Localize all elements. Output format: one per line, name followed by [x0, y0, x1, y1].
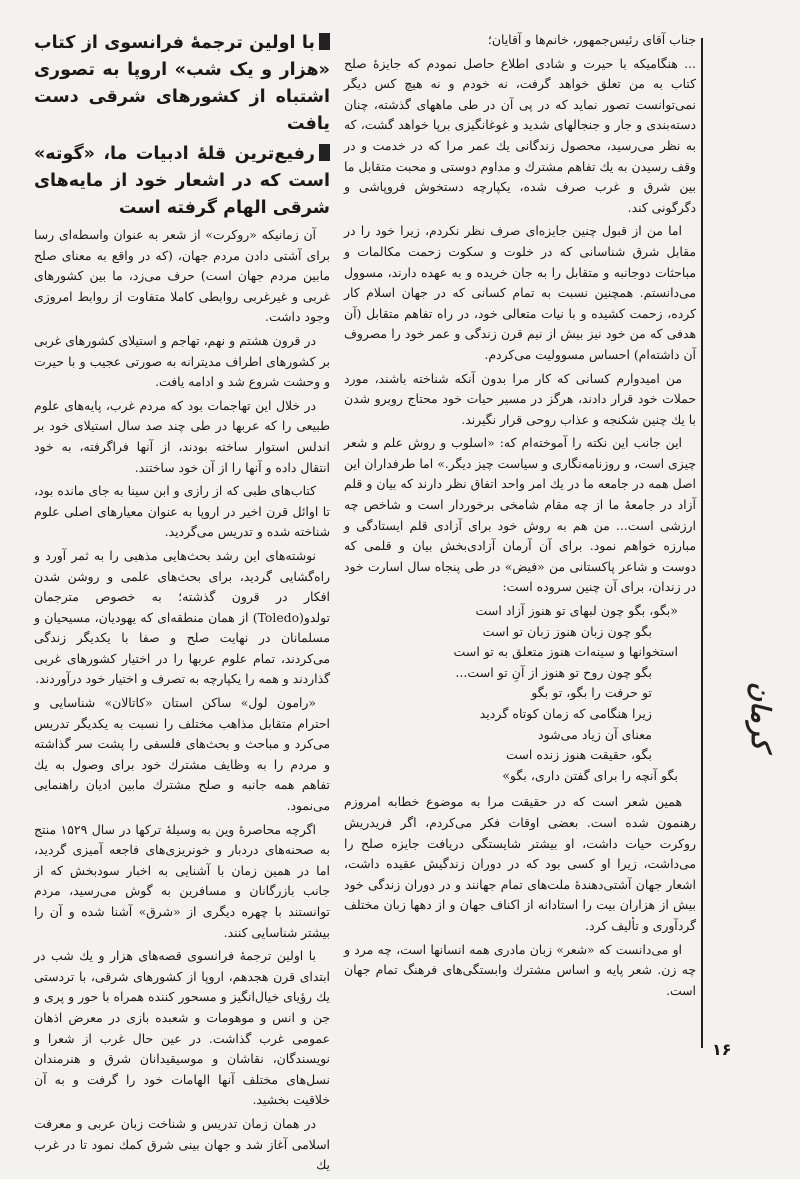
square-bullet-icon — [319, 33, 330, 50]
poem-line: بگو آنچه را برای گفتن داری، بگو» — [502, 767, 678, 783]
pull-quote-text: با اولین ترجمهٔ فرانسوی از کتاب «هزار و یک شب» اروپا به تصوری اشتباه از کشورهای شرقی دست یافت — [34, 33, 330, 134]
paragraph: اما من از قبول چنین جایزه‌ای صرف نظر نکردم، زیرا خود را در مقابل شرق شناسانی که در خلوت و سکوت زحمت مکالمات و مباحثات دوجانبه و متقابل را به جان خریده و به عهده دارند، مسوول می‌دانستم. همچنین نسبت به تمام کسانی که در جهان اسلام کار کرده، زحمت کشیده و با نیات متعالی خود، در راه تفاهم متقابل (آن هدفی که من خود نیز بیش از نیم قرن زندگی و عمر خود را مصروف آن داشته‌ام) احساس مسوولیت می‌کردم. — [344, 223, 696, 362]
poem-line: معنای آن زیاد می‌شود — [537, 726, 652, 742]
left-column — [34, 30, 330, 1179]
poem-line: بگو، حقیقت هنوز زنده است — [506, 747, 652, 763]
poem — [344, 601, 696, 786]
paragraph: «رامون لول» ساکن استان «کاتالان» شناسایی و احترام متقابل مذاهب مختلف را نسبت به یکدیگر تدریس می‌کرد و مباحث و بحث‌های فلسفی را پشت سر گذاشته و مردم را به وظایف مشترك خود برای وصول به یك تفاهم همه جانبه و صلح مشترك مابین ادیان راهنمایی می‌نمود. — [34, 695, 330, 814]
square-bullet-icon — [319, 144, 330, 161]
magazine-logo: کرمان — [745, 682, 775, 750]
paragraph: همین شعر است که در حقیقت مرا به موضوع خطابه امروزم رهنمون شده است. بعضی اوقات فکر می‌کردم، اگر فریدریش روکرت حیات داشت، او بیشتر شایستگی دریافت جایزه صلح را می‌داشت، زیرا او کسی بود که در دوران زندگیش عقیده داشت، اشعار جهان آشتی‌دهندهٔ ملت‌های تمام جهانند و در دوران زندگی خود بیش از هزاران بیت را استادانه از اکناف جهان و از دهها زبان مختلف گردآوری و تألیف کرد. — [344, 794, 696, 933]
poem-line: بگو چون زبان هنوز زبان تو است — [482, 623, 652, 639]
page-number: ۱۶ — [712, 1040, 732, 1059]
poem-line: «بگو، بگو چون لبهای تو هنوز آزاد است — [475, 603, 678, 619]
paragraph: در قرون هشتم و نهم، تهاجم و استیلای کشورهای غربی بر کشورهای اطراف مدیترانه به صورتی عجیب و با حیرت و وحشت شروع شد و ادامه یافت. — [34, 332, 330, 390]
pull-quote-2 — [34, 141, 330, 222]
paragraph: در خلال این تهاجمات بود که مردم غرب، پایه‌های علوم طبیعی را که عربها در طی چند صد سال استیلای خود بر اندلس استوار ساخته بودند، از آنها فراگرفته، به خود انتقال داده و آنها را از آن خود ساختند. — [34, 397, 330, 475]
paragraph: کتاب‌های طبی که از رازی و ابن سینا به جای مانده بود، تا اوائل قرن اخیر در اروپا به عنوان معیارهای اصلی علوم شناخته شده و تدریس می‌گردید. — [34, 483, 330, 540]
paragraph: او می‌دانست که «شعر» زبان مادری همه انسانها است، چه مرد و چه زن. شعر پایه و اساس مشترك وابستگی‌های فرهنگ تمام جهان است. — [344, 941, 696, 998]
paragraph: این جانب این نکته را آموخته‌ام که: «اسلوب و روش علم و شعر چیزی است، و روزنامه‌نگاری و سیاست چیز دیگر.» اما طرفداران این اصل همه در جامعه ما در یك امر واحد اتفاق نظر دارند که بیان و قلم آزاد در جامعهٔ ما از چه مقام شامخی برخوردار است و شاخص چه ارزشی است... من هم به روش خود برای آزادی قلم ایستادگی و مبارزه خواهم نمود. برای آن آرمان آزادی‌بخش بیان و قلمی که دوست و شاعر پاکستانی من «فیض» در طی پنجاه سال اسارت خود در زندان، برای آن چنین سروده است: — [344, 435, 696, 595]
paragraph: من امیدوارم کسانی که کار مرا بدون آنکه شناخته باشند، مورد حملات خود قرار دادند، هرگز در مسیر حیات خود محتاج روبرو شدن با یك چنین شکنجه و عذاب روحی قرار نگیرند. — [344, 370, 696, 427]
paragraph: با اولین ترجمهٔ فرانسوی قصه‌های هزار و یك شب در ابتدای قرن هجدهم، اروپا از کشورهای شرقی، با تردستی یك رؤیای خیال‌انگیز و مسحور کننده همراه با حور و پری و جن و انس و موهومات و شعبده بازی در معرض اذهان عمومی غرب گذاشت. در عین حال غرب از شعرا و نویسندگان، نقاشان و موسیقیدانان شرق و هنرمندان نسل‌های مختلف آنها الهامات خود را گرفت و به آن خلاقیت بخشید. — [34, 948, 330, 1108]
paragraph: اگرچه محاصرهٔ وین به وسیلهٔ ترکها در سال ۱۵۲۹ منتج به صحنه‌های دردبار و خونریزی‌های فاجعه آمیزی گردید، اما در همین زمان با آشنایی به اخبار سودبخش که از جانب بازرگانان و مسافرین به گوش می‌رسید، مردم توانستند با چهره دیگری از «شرق» آشنا شده و آن را بیشتر شناسایی کنند. — [34, 821, 330, 940]
poem-line: تو حرفت را بگو، تو بگو — [531, 685, 652, 701]
poem-line: زیرا هنگامی که زمان کوتاه گردید — [479, 706, 652, 721]
right-column — [344, 30, 696, 1004]
poem-line: استخوانها و سینه‌ات هنوز متعلق به تو است — [453, 644, 678, 660]
paragraph: در همان زمان تدریس و شناخت زبان عربی و معرفت اسلامی آغاز شد و جهان بینی شرق کمك نمود تا در غرب یك — [34, 1115, 330, 1173]
paragraph: نوشته‌های این رشد بحث‌هایی مذهبی را به ثمر آورد و راه‌گشایی گردید، برای بحث‌های علمی و روشن شدن افکار در قرون گذشته؛ به خصوص مترجمان تولدو(Toledo) از همان منطقه‌ای که یهودیان، مسیحیان و مسلمانان در نهایت صلح و صفا با یکدیگر زندگی می‌کردند، تمام علوم عربها را در اختیار کشورهای غربی گذاردند و همه را یکپارچه به تصرف و اختیار خود درآوردند. — [34, 547, 330, 687]
pull-quote-1 — [34, 30, 330, 138]
pull-quote-text: رفیع‌ترین قلهٔ ادبیات ما، «گوته» است که در اشعار خود از مایه‌های شرقی الهام گرفته است — [34, 144, 330, 218]
greeting: جناب آقای رئیس‌جمهور، خانم‌ها و آقایان؛ — [487, 32, 696, 47]
poem-line: بگو چون روح تو هنوز از آنِ تو است... — [455, 664, 652, 680]
paragraph: ... هنگامیکه با حیرت و شادی اطلاع حاصل نمودم که جایزهٔ صلح کتاب به من تعلق خواهد گرفت، نه خودم و نه هیچ کس دیگر نمی‌توانست تصور نماید که در پی آن در طی ماههای گذشته، چنان دسته‌بندی و جار و جنجالهای شدید و غوغانگیزی برپا خواهد گشت، که به نظر می‌رسید، محصول زندگانی یك عمر مرا که در خدمت و در وقف رسیدن به یك تفاهم مشترك و مداوم دوستی و محبت متقابل ما بین شرق و غرب صرف شده، یکپارچه دستخوش فروپاشی و دگرگونی کند. — [344, 55, 696, 215]
paragraph: آن زمانیکه «روکرت» از شعر به عنوان واسطه‌ای رسا برای آشتی دادن مردم جهان، (که در واقع به معنای صلح مابین مردم جهان است) حرف می‌زد، ما بین کشورهای غربی و غیرغربی روابطی کاملا متفاوت از روابط امروزی وجود داشت. — [34, 227, 330, 325]
column-rule — [701, 38, 703, 1048]
